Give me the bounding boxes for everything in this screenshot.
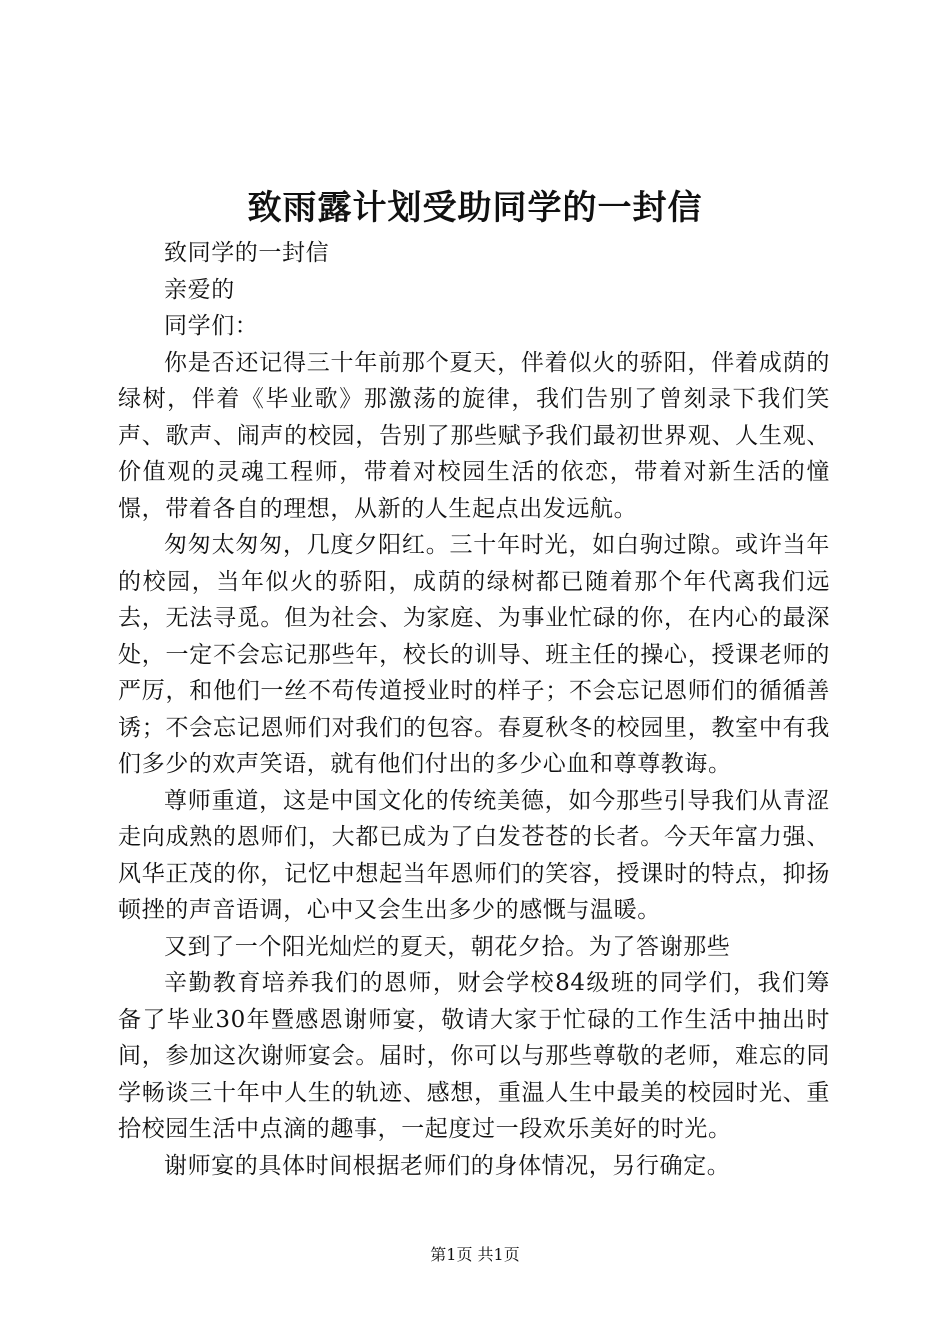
salutation-line-2: 同学们： xyxy=(164,313,259,339)
document-body xyxy=(118,235,830,1184)
page-footer: 第1页 共1页 xyxy=(430,1245,520,1264)
body-paragraph: 你是否还记得三十年前那个夏天，伴着似火的骄阳，伴着成荫的绿树，伴着《毕业歌》那激荡的旋律，我们告别了曾刻录下我们笑声、歌声、闹声的校园，告别了那些赋予我们最初世界观、人生观、价值观的灵魂工程师，带着对校园生活的依恋，带着对新生活的憧憬，带着各自的理想，从新的人生起点出发远航。 xyxy=(118,349,830,522)
body-paragraph: 又到了一个阳光灿烂的夏天，朝花夕拾。为了答谢那些 xyxy=(164,933,731,960)
body-paragraph: 辛勤教育培养我们的恩师，财会学校84级班的同学们，我们筹备了毕业30年暨感恩谢师宴，敬请大家于忙碌的工作生活中抽出时间，参加这次谢师宴会。届时，你可以与那些尊敬的老师，难忘的同学畅谈三十年中人生的轨迹、感想，重温人生中最美的校园时光、重拾校园生活中点滴的趣事，一起度过一段欢乐美好的时光。 xyxy=(118,970,830,1142)
body-paragraph: 匆匆太匆匆，几度夕阳红。三十年时光，如白驹过隙。或许当年的校园，当年似火的骄阳，成荫的绿树都已随着那个年代离我们远去，无法寻觅。但为社会、为家庭、为事业忙碌的你，在内心的最深处，一定不会忘记那些年，校长的训导、班主任的操心，授课老师的严厉，和他们一丝不苟传道授业时的样子；不会忘记恩师们的循循善诱；不会忘记恩师们对我们的包容。春夏秋冬的校园里，教室中有我们多少的欢声笑语，就有他们付出的多少心血和尊尊教诲。 xyxy=(118,532,830,777)
document-title: 致雨露计划受助同学的一封信 xyxy=(247,188,703,228)
salutation-line-1: 亲爱的 xyxy=(164,276,235,303)
body-paragraph: 谢师宴的具体时间根据老师们的身体情况，另行确定。 xyxy=(164,1152,731,1179)
salutation-heading: 致同学的一封信 xyxy=(164,240,330,266)
body-paragraph: 尊师重道，这是中国文化的传统美德，如今那些引导我们从青涩走向成熟的恩师们，大都已成为了白发苍苍的长者。今天年富力强、风华正茂的你，记忆中想起当年恩师们的笑容，授课时的特点，抑扬顿挫的声音语调，心中又会生出多少的感慨与温暖。 xyxy=(118,787,830,923)
